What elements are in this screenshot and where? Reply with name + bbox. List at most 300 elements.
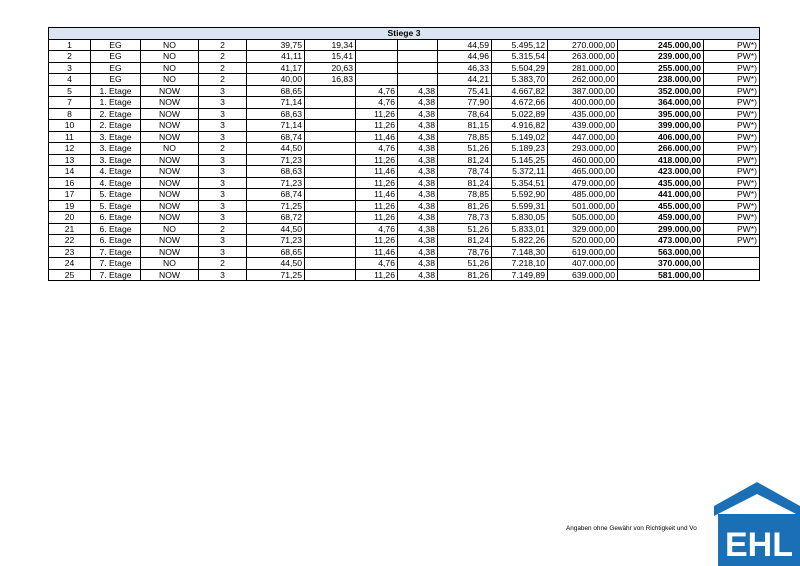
table-row bbox=[49, 143, 760, 155]
cell-price-owner: 406.000,00 bbox=[618, 131, 704, 143]
cell-price-owner: 370.000,00 bbox=[618, 258, 704, 270]
cell-rooms: 3 bbox=[199, 120, 247, 132]
table-row bbox=[49, 223, 760, 235]
cell-parking: PW*) bbox=[704, 154, 760, 166]
cell-terrace-area bbox=[398, 51, 438, 63]
cell-balcony-area: 11,46 bbox=[356, 189, 398, 201]
cell-floor: 3. Etage bbox=[91, 131, 141, 143]
cell-orientation: NO bbox=[141, 223, 199, 235]
cell-price-owner: 455.000,00 bbox=[618, 200, 704, 212]
cell-terrace-area: 4,38 bbox=[398, 258, 438, 270]
cell-garden-area bbox=[305, 269, 356, 281]
cell-price-investor: 329.000,00 bbox=[548, 223, 618, 235]
cell-parking: PW*) bbox=[704, 223, 760, 235]
cell-total-area: 78,85 bbox=[438, 131, 492, 143]
cell-total-area: 44,59 bbox=[438, 39, 492, 51]
cell-price-per-sqm: 5.354,51 bbox=[492, 177, 548, 189]
cell-balcony-area: 4,76 bbox=[356, 223, 398, 235]
cell-price-owner: 266.000,00 bbox=[618, 143, 704, 155]
cell-balcony-area: 11,26 bbox=[356, 235, 398, 247]
cell-price-investor: 400.000,00 bbox=[548, 97, 618, 109]
cell-price-per-sqm: 5.599,31 bbox=[492, 200, 548, 212]
cell-garden-area bbox=[305, 97, 356, 109]
table-row bbox=[49, 177, 760, 189]
cell-terrace-area: 4,38 bbox=[398, 235, 438, 247]
cell-living-area: 71,14 bbox=[247, 120, 305, 132]
cell-garden-area: 15,41 bbox=[305, 51, 356, 63]
cell-living-area: 68,65 bbox=[247, 85, 305, 97]
table-row bbox=[49, 51, 760, 63]
cell-garden-area bbox=[305, 131, 356, 143]
cell-price-investor: 485.000,00 bbox=[548, 189, 618, 201]
table-row bbox=[49, 154, 760, 166]
cell-rooms: 2 bbox=[199, 223, 247, 235]
cell-garden-area bbox=[305, 85, 356, 97]
cell-rooms: 3 bbox=[199, 85, 247, 97]
cell-total-area: 51,26 bbox=[438, 258, 492, 270]
cell-price-per-sqm: 5.315,54 bbox=[492, 51, 548, 63]
cell-price-owner: 238.000,00 bbox=[618, 74, 704, 86]
cell-garden-area bbox=[305, 235, 356, 247]
cell-price-owner: 459.000,00 bbox=[618, 212, 704, 224]
cell-garden-area: 19,34 bbox=[305, 39, 356, 51]
cell-unit-number: 12 bbox=[49, 143, 91, 155]
cell-price-per-sqm: 5.022,89 bbox=[492, 108, 548, 120]
cell-price-owner: 352.000,00 bbox=[618, 85, 704, 97]
cell-price-investor: 619.000,00 bbox=[548, 246, 618, 258]
cell-floor: 5. Etage bbox=[91, 200, 141, 212]
cell-terrace-area: 4,38 bbox=[398, 200, 438, 212]
cell-living-area: 68,72 bbox=[247, 212, 305, 224]
cell-rooms: 3 bbox=[199, 154, 247, 166]
cell-unit-number: 3 bbox=[49, 62, 91, 74]
cell-rooms: 3 bbox=[199, 189, 247, 201]
cell-floor: 7. Etage bbox=[91, 246, 141, 258]
logo-wordmark: EHL bbox=[725, 526, 793, 564]
cell-parking: PW*) bbox=[704, 51, 760, 63]
cell-price-investor: 281.000,00 bbox=[548, 62, 618, 74]
cell-orientation: NO bbox=[141, 39, 199, 51]
cell-rooms: 3 bbox=[199, 97, 247, 109]
cell-garden-area bbox=[305, 143, 356, 155]
cell-price-per-sqm: 4.672,66 bbox=[492, 97, 548, 109]
cell-floor: EG bbox=[91, 74, 141, 86]
cell-parking bbox=[704, 246, 760, 258]
cell-orientation: NOW bbox=[141, 131, 199, 143]
cell-price-owner: 473.000,00 bbox=[618, 235, 704, 247]
cell-total-area: 75,41 bbox=[438, 85, 492, 97]
cell-parking: PW*) bbox=[704, 97, 760, 109]
cell-balcony-area: 4,76 bbox=[356, 97, 398, 109]
cell-unit-number: 16 bbox=[49, 177, 91, 189]
cell-total-area: 81,24 bbox=[438, 235, 492, 247]
cell-price-owner: 441.000,00 bbox=[618, 189, 704, 201]
cell-balcony-area bbox=[356, 62, 398, 74]
cell-total-area: 81,26 bbox=[438, 269, 492, 281]
table-row bbox=[49, 235, 760, 247]
table-row bbox=[49, 166, 760, 178]
cell-living-area: 68,63 bbox=[247, 166, 305, 178]
cell-unit-number: 23 bbox=[49, 246, 91, 258]
cell-terrace-area: 4,38 bbox=[398, 143, 438, 155]
cell-price-investor: 520.000,00 bbox=[548, 235, 618, 247]
table-row bbox=[49, 108, 760, 120]
cell-living-area: 71,23 bbox=[247, 235, 305, 247]
cell-orientation: NO bbox=[141, 62, 199, 74]
cell-parking bbox=[704, 258, 760, 270]
cell-terrace-area bbox=[398, 39, 438, 51]
cell-price-investor: 501.000,00 bbox=[548, 200, 618, 212]
cell-parking: PW*) bbox=[704, 143, 760, 155]
cell-total-area: 78,73 bbox=[438, 212, 492, 224]
cell-parking: PW*) bbox=[704, 200, 760, 212]
cell-rooms: 2 bbox=[199, 51, 247, 63]
cell-parking: PW*) bbox=[704, 39, 760, 51]
cell-terrace-area: 4,38 bbox=[398, 189, 438, 201]
cell-parking: PW*) bbox=[704, 177, 760, 189]
cell-terrace-area: 4,38 bbox=[398, 85, 438, 97]
cell-unit-number: 22 bbox=[49, 235, 91, 247]
cell-garden-area bbox=[305, 189, 356, 201]
cell-living-area: 68,74 bbox=[247, 189, 305, 201]
cell-unit-number: 4 bbox=[49, 74, 91, 86]
cell-price-per-sqm: 5.145,25 bbox=[492, 154, 548, 166]
cell-floor: 7. Etage bbox=[91, 269, 141, 281]
cell-price-investor: 639.000,00 bbox=[548, 269, 618, 281]
cell-garden-area bbox=[305, 223, 356, 235]
cell-terrace-area: 4,38 bbox=[398, 212, 438, 224]
cell-balcony-area: 4,76 bbox=[356, 258, 398, 270]
cell-price-per-sqm: 5.822,26 bbox=[492, 235, 548, 247]
cell-total-area: 81,26 bbox=[438, 200, 492, 212]
cell-orientation: NOW bbox=[141, 246, 199, 258]
table-row bbox=[49, 120, 760, 132]
cell-living-area: 40,00 bbox=[247, 74, 305, 86]
cell-total-area: 44,96 bbox=[438, 51, 492, 63]
cell-orientation: NOW bbox=[141, 235, 199, 247]
table-row bbox=[49, 131, 760, 143]
cell-rooms: 3 bbox=[199, 246, 247, 258]
cell-unit-number: 7 bbox=[49, 97, 91, 109]
cell-rooms: 2 bbox=[199, 258, 247, 270]
cell-price-per-sqm: 5.833,01 bbox=[492, 223, 548, 235]
cell-living-area: 44,50 bbox=[247, 223, 305, 235]
cell-living-area: 71,25 bbox=[247, 200, 305, 212]
cell-price-owner: 245.000,00 bbox=[618, 39, 704, 51]
cell-rooms: 3 bbox=[199, 108, 247, 120]
cell-price-owner: 255.000,00 bbox=[618, 62, 704, 74]
cell-unit-number: 19 bbox=[49, 200, 91, 212]
table-row bbox=[49, 200, 760, 212]
cell-floor: 4. Etage bbox=[91, 177, 141, 189]
cell-price-investor: 447.000,00 bbox=[548, 131, 618, 143]
cell-price-investor: 435.000,00 bbox=[548, 108, 618, 120]
cell-terrace-area: 4,38 bbox=[398, 108, 438, 120]
cell-rooms: 3 bbox=[199, 177, 247, 189]
cell-floor: EG bbox=[91, 51, 141, 63]
cell-total-area: 46,33 bbox=[438, 62, 492, 74]
cell-total-area: 51,26 bbox=[438, 223, 492, 235]
cell-orientation: NO bbox=[141, 258, 199, 270]
cell-price-investor: 465.000,00 bbox=[548, 166, 618, 178]
cell-parking: PW*) bbox=[704, 74, 760, 86]
cell-balcony-area: 11,26 bbox=[356, 120, 398, 132]
cell-balcony-area: 11,26 bbox=[356, 177, 398, 189]
cell-balcony-area: 4,76 bbox=[356, 143, 398, 155]
cell-garden-area bbox=[305, 200, 356, 212]
table-header-row bbox=[49, 28, 760, 40]
cell-orientation: NOW bbox=[141, 154, 199, 166]
cell-price-investor: 263.000,00 bbox=[548, 51, 618, 63]
cell-floor: 6. Etage bbox=[91, 235, 141, 247]
cell-garden-area bbox=[305, 177, 356, 189]
cell-orientation: NOW bbox=[141, 120, 199, 132]
cell-price-per-sqm: 4.667,82 bbox=[492, 85, 548, 97]
cell-price-per-sqm: 4.916,82 bbox=[492, 120, 548, 132]
table-row bbox=[49, 212, 760, 224]
cell-price-investor: 387.000,00 bbox=[548, 85, 618, 97]
cell-price-owner: 563.000,00 bbox=[618, 246, 704, 258]
cell-orientation: NOW bbox=[141, 166, 199, 178]
cell-floor: EG bbox=[91, 39, 141, 51]
cell-price-investor: 479.000,00 bbox=[548, 177, 618, 189]
cell-unit-number: 17 bbox=[49, 189, 91, 201]
cell-rooms: 3 bbox=[199, 200, 247, 212]
cell-unit-number: 14 bbox=[49, 166, 91, 178]
cell-rooms: 3 bbox=[199, 235, 247, 247]
cell-total-area: 78,76 bbox=[438, 246, 492, 258]
cell-balcony-area: 4,76 bbox=[356, 85, 398, 97]
cell-floor: 7. Etage bbox=[91, 258, 141, 270]
cell-rooms: 2 bbox=[199, 62, 247, 74]
cell-price-per-sqm: 7.149,89 bbox=[492, 269, 548, 281]
cell-floor: 4. Etage bbox=[91, 166, 141, 178]
cell-price-owner: 364.000,00 bbox=[618, 97, 704, 109]
cell-living-area: 68,63 bbox=[247, 108, 305, 120]
cell-unit-number: 1 bbox=[49, 39, 91, 51]
cell-price-owner: 299.000,00 bbox=[618, 223, 704, 235]
cell-balcony-area: 11,26 bbox=[356, 108, 398, 120]
table-row bbox=[49, 39, 760, 51]
cell-orientation: NOW bbox=[141, 189, 199, 201]
cell-orientation: NOW bbox=[141, 177, 199, 189]
disclaimer-text: Angaben ohne Gewähr von Richtigkeit und Vo bbox=[566, 525, 697, 532]
cell-rooms: 3 bbox=[199, 166, 247, 178]
cell-terrace-area: 4,38 bbox=[398, 97, 438, 109]
cell-orientation: NO bbox=[141, 74, 199, 86]
cell-living-area: 71,14 bbox=[247, 97, 305, 109]
cell-orientation: NOW bbox=[141, 200, 199, 212]
cell-terrace-area: 4,38 bbox=[398, 154, 438, 166]
table-row bbox=[49, 258, 760, 270]
cell-terrace-area: 4,38 bbox=[398, 166, 438, 178]
cell-balcony-area: 11,26 bbox=[356, 154, 398, 166]
cell-terrace-area: 4,38 bbox=[398, 131, 438, 143]
cell-unit-number: 10 bbox=[49, 120, 91, 132]
cell-price-per-sqm: 5.383,70 bbox=[492, 74, 548, 86]
cell-garden-area bbox=[305, 120, 356, 132]
cell-balcony-area: 11,46 bbox=[356, 166, 398, 178]
table-row bbox=[49, 85, 760, 97]
cell-balcony-area bbox=[356, 39, 398, 51]
cell-unit-number: 2 bbox=[49, 51, 91, 63]
cell-floor: 6. Etage bbox=[91, 223, 141, 235]
cell-unit-number: 25 bbox=[49, 269, 91, 281]
cell-floor: 1. Etage bbox=[91, 85, 141, 97]
cell-garden-area bbox=[305, 166, 356, 178]
table-row bbox=[49, 74, 760, 86]
price-list-table bbox=[48, 27, 760, 281]
cell-parking: PW*) bbox=[704, 166, 760, 178]
cell-total-area: 78,74 bbox=[438, 166, 492, 178]
cell-garden-area bbox=[305, 246, 356, 258]
cell-price-owner: 239.000,00 bbox=[618, 51, 704, 63]
cell-floor: 6. Etage bbox=[91, 212, 141, 224]
cell-price-investor: 439.000,00 bbox=[548, 120, 618, 132]
cell-unit-number: 5 bbox=[49, 85, 91, 97]
cell-orientation: NO bbox=[141, 51, 199, 63]
cell-parking: PW*) bbox=[704, 62, 760, 74]
cell-price-investor: 407.000,00 bbox=[548, 258, 618, 270]
cell-unit-number: 20 bbox=[49, 212, 91, 224]
cell-price-owner: 399.000,00 bbox=[618, 120, 704, 132]
cell-parking: PW*) bbox=[704, 120, 760, 132]
cell-rooms: 2 bbox=[199, 74, 247, 86]
cell-orientation: NOW bbox=[141, 212, 199, 224]
cell-parking: PW*) bbox=[704, 85, 760, 97]
cell-terrace-area: 4,38 bbox=[398, 177, 438, 189]
table-row bbox=[49, 269, 760, 281]
cell-parking: PW*) bbox=[704, 131, 760, 143]
cell-price-investor: 293.000,00 bbox=[548, 143, 618, 155]
cell-total-area: 78,85 bbox=[438, 189, 492, 201]
cell-rooms: 3 bbox=[199, 212, 247, 224]
table-row bbox=[49, 97, 760, 109]
cell-terrace-area bbox=[398, 62, 438, 74]
cell-living-area: 39,75 bbox=[247, 39, 305, 51]
cell-balcony-area: 11,26 bbox=[356, 212, 398, 224]
cell-orientation: NO bbox=[141, 143, 199, 155]
cell-living-area: 41,17 bbox=[247, 62, 305, 74]
cell-total-area: 44,21 bbox=[438, 74, 492, 86]
cell-price-per-sqm: 5.495,12 bbox=[492, 39, 548, 51]
cell-price-per-sqm: 5.372,11 bbox=[492, 166, 548, 178]
cell-price-owner: 581.000,00 bbox=[618, 269, 704, 281]
cell-garden-area bbox=[305, 258, 356, 270]
cell-price-owner: 435.000,00 bbox=[618, 177, 704, 189]
cell-orientation: NOW bbox=[141, 269, 199, 281]
cell-terrace-area: 4,38 bbox=[398, 246, 438, 258]
cell-living-area: 71,23 bbox=[247, 177, 305, 189]
cell-living-area: 44,50 bbox=[247, 258, 305, 270]
cell-balcony-area: 11,26 bbox=[356, 200, 398, 212]
cell-price-per-sqm: 7.148,30 bbox=[492, 246, 548, 258]
cell-floor: 3. Etage bbox=[91, 154, 141, 166]
cell-total-area: 51,26 bbox=[438, 143, 492, 155]
cell-orientation: NOW bbox=[141, 85, 199, 97]
cell-rooms: 3 bbox=[199, 269, 247, 281]
cell-price-per-sqm: 5.830,05 bbox=[492, 212, 548, 224]
cell-orientation: NOW bbox=[141, 97, 199, 109]
cell-terrace-area: 4,38 bbox=[398, 269, 438, 281]
cell-price-per-sqm: 5.592,90 bbox=[492, 189, 548, 201]
table-title: Stiege 3 bbox=[49, 28, 760, 40]
cell-balcony-area bbox=[356, 51, 398, 63]
cell-price-per-sqm: 5.149,02 bbox=[492, 131, 548, 143]
cell-floor: EG bbox=[91, 62, 141, 74]
cell-price-per-sqm: 5.504,29 bbox=[492, 62, 548, 74]
logo-roof-icon bbox=[714, 482, 800, 516]
cell-total-area: 78,64 bbox=[438, 108, 492, 120]
cell-balcony-area: 11,46 bbox=[356, 131, 398, 143]
cell-price-per-sqm: 5.189,23 bbox=[492, 143, 548, 155]
cell-balcony-area: 11,46 bbox=[356, 246, 398, 258]
cell-floor: 2. Etage bbox=[91, 108, 141, 120]
cell-living-area: 68,74 bbox=[247, 131, 305, 143]
table-row bbox=[49, 189, 760, 201]
cell-garden-area bbox=[305, 154, 356, 166]
cell-price-investor: 262.000,00 bbox=[548, 74, 618, 86]
cell-unit-number: 21 bbox=[49, 223, 91, 235]
cell-price-owner: 395.000,00 bbox=[618, 108, 704, 120]
cell-garden-area bbox=[305, 108, 356, 120]
cell-terrace-area: 4,38 bbox=[398, 223, 438, 235]
cell-floor: 5. Etage bbox=[91, 189, 141, 201]
ehl-logo bbox=[714, 480, 800, 566]
cell-price-investor: 460.000,00 bbox=[548, 154, 618, 166]
cell-total-area: 81,24 bbox=[438, 154, 492, 166]
cell-garden-area: 16,83 bbox=[305, 74, 356, 86]
cell-living-area: 44,50 bbox=[247, 143, 305, 155]
cell-total-area: 81,15 bbox=[438, 120, 492, 132]
cell-parking: PW*) bbox=[704, 108, 760, 120]
cell-price-owner: 418.000,00 bbox=[618, 154, 704, 166]
cell-balcony-area bbox=[356, 74, 398, 86]
cell-living-area: 71,25 bbox=[247, 269, 305, 281]
cell-terrace-area: 4,38 bbox=[398, 120, 438, 132]
cell-floor: 3. Etage bbox=[91, 143, 141, 155]
cell-unit-number: 11 bbox=[49, 131, 91, 143]
cell-price-investor: 270.000,00 bbox=[548, 39, 618, 51]
cell-total-area: 77,90 bbox=[438, 97, 492, 109]
cell-parking: PW*) bbox=[704, 212, 760, 224]
cell-garden-area bbox=[305, 212, 356, 224]
cell-orientation: NOW bbox=[141, 108, 199, 120]
cell-unit-number: 8 bbox=[49, 108, 91, 120]
cell-rooms: 2 bbox=[199, 143, 247, 155]
table-row bbox=[49, 246, 760, 258]
cell-unit-number: 13 bbox=[49, 154, 91, 166]
cell-living-area: 41,11 bbox=[247, 51, 305, 63]
cell-price-owner: 423.000,00 bbox=[618, 166, 704, 178]
cell-parking: PW*) bbox=[704, 235, 760, 247]
cell-floor: 1. Etage bbox=[91, 97, 141, 109]
cell-balcony-area: 11,26 bbox=[356, 269, 398, 281]
cell-terrace-area bbox=[398, 74, 438, 86]
cell-rooms: 2 bbox=[199, 39, 247, 51]
cell-total-area: 81,24 bbox=[438, 177, 492, 189]
cell-rooms: 3 bbox=[199, 131, 247, 143]
cell-living-area: 71,23 bbox=[247, 154, 305, 166]
cell-price-investor: 505.000,00 bbox=[548, 212, 618, 224]
cell-floor: 2. Etage bbox=[91, 120, 141, 132]
cell-parking: PW*) bbox=[704, 189, 760, 201]
cell-price-per-sqm: 7.218,10 bbox=[492, 258, 548, 270]
cell-living-area: 68,65 bbox=[247, 246, 305, 258]
table-row bbox=[49, 62, 760, 74]
cell-parking bbox=[704, 269, 760, 281]
cell-unit-number: 24 bbox=[49, 258, 91, 270]
